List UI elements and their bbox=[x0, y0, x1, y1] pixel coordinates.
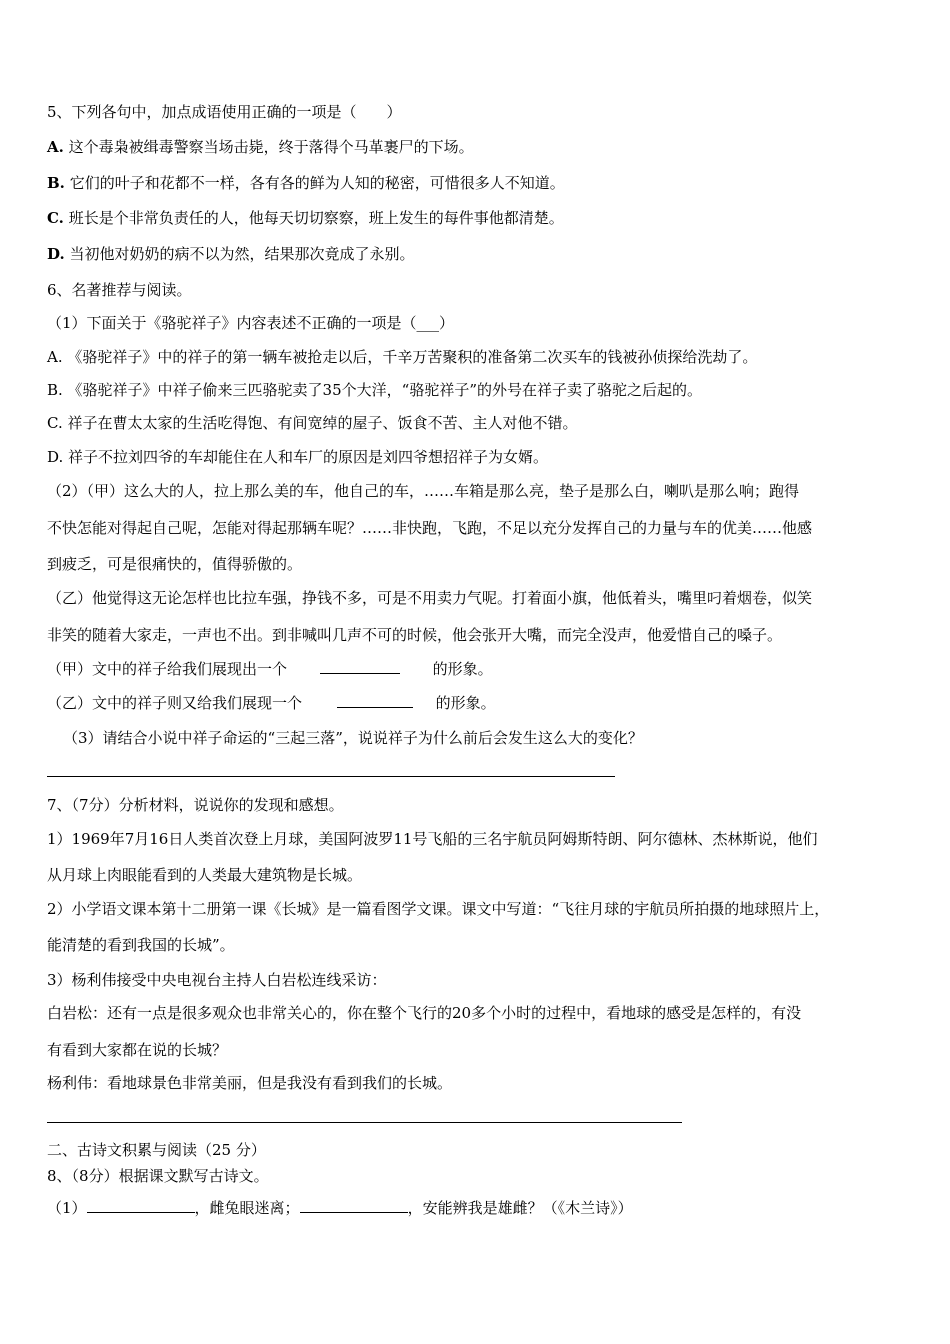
q8-sub1-prefix: （1） bbox=[47, 1199, 87, 1217]
option-text: 当初他对奶奶的病不以为然，结果那次竟成了永别。 bbox=[69, 245, 415, 263]
q5-stem: 5、下列各句中，加点成语使用正确的一项是（ ） bbox=[47, 103, 402, 121]
answer-line-q7[interactable] bbox=[47, 1122, 682, 1123]
answer-blank-jia[interactable] bbox=[320, 659, 400, 674]
q6-option-d: D. 祥子不拉刘四爷的车却能住在人和车厂的原因是刘四爷想招祥子为女婿。 bbox=[47, 448, 549, 466]
option-label: B. bbox=[47, 174, 65, 192]
q7-line-2: 从月球上肉眼能看到的人类最大建筑物是长城。 bbox=[47, 866, 363, 884]
q6-fill-yi bbox=[47, 693, 496, 713]
q6-sub3: （3）请结合小说中祥子命运的“三起三落”，说说祥子为什么前后会发生这么大的变化？ bbox=[63, 729, 643, 747]
q6-sub2-line-5: 非笑的随着大家走，一声也不出。到非喊叫几声不可的时候，他会张开大嘴，而完全没声，他爱惜自己的嗓子。 bbox=[47, 626, 783, 644]
q6-sub2-line-4: （乙）他觉得这无论怎样也比拉车强，挣钱不多，可是不用卖力气呢。打着面小旗，他低着头，嘴里叼着烟卷，似笑 bbox=[47, 589, 813, 607]
option-label: C. bbox=[47, 209, 64, 227]
q7-line-1: 1）1969年7月16日人类首次登上月球，美国阿波罗11号飞船的三名宇航员阿姆斯特朗、阿尔德林、杰林斯说，他们 bbox=[47, 830, 818, 848]
option-label: D. bbox=[47, 245, 65, 263]
option-text: 班长是个非常负责任的人，他每天切切察察，班上发生的每件事他都清楚。 bbox=[68, 209, 564, 227]
q6-sub2-line-3: 到疲乏，可是很痛快的，值得骄傲的。 bbox=[47, 555, 303, 573]
q6-option-c: C. 祥子在曹太太家的生活吃得饱、有间宽绰的屋子、饭食不苦、主人对他不错。 bbox=[47, 414, 578, 432]
q8-sub1-suffix: ，安能辨我是雄雌？（《木兰诗》） bbox=[407, 1199, 633, 1217]
q6-option-b: B. 《骆驼祥子》中祥子偷来三匹骆驼卖了35个大洋，“骆驼祥子”的外号在祥子卖了骆驼之后起的。 bbox=[47, 381, 702, 399]
answer-blank-1[interactable] bbox=[87, 1198, 195, 1213]
q8-sub1 bbox=[47, 1198, 633, 1218]
q7-line-4: 能清楚的看到我国的长城”。 bbox=[47, 936, 235, 954]
fill-prefix: （乙）文中的祥子则又给我们展现一个 bbox=[47, 694, 303, 712]
fill-suffix: 的形象。 bbox=[432, 660, 493, 678]
q6-sub2-line-2: 不快怎能对得起自己呢，怎能对得起那辆车呢？……非快跑，飞跑，不足以充分发挥自己的力量与车的优美……他感 bbox=[47, 519, 813, 537]
option-text: 它们的叶子和花都不一样，各有各的鲜为人知的秘密，可惜很多人不知道。 bbox=[69, 174, 565, 192]
q6-sub1: （1）下面关于《骆驼祥子》内容表述不正确的一项是（___） bbox=[47, 314, 455, 332]
q6-sub2-line-1: （2）（甲）这么大的人，拉上那么美的车，他自己的车，……车箱是那么亮，垫子是那么白，喇叭是那么响；跑得 bbox=[47, 482, 800, 500]
q6-fill-jia bbox=[47, 659, 493, 679]
q5-option-d bbox=[47, 244, 415, 264]
fill-prefix: （甲）文中的祥子给我们展现出一个 bbox=[47, 660, 288, 678]
q7-line-6: 白岩松：还有一点是很多观众也非常关心的，你在整个飞行的20多个小时的过程中，看地球的感受是怎样的，有没 bbox=[47, 1004, 802, 1022]
q5-option-c bbox=[47, 208, 564, 228]
q7-line-3: 2）小学语文课本第十二册第一课《长城》是一篇看图学文课。课文中写道：“飞往月球的宇航员所拍摄的地球照片上， bbox=[47, 900, 830, 918]
option-text: 这个毒枭被缉毒警察当场击毙，终于落得个马革裹尸的下场。 bbox=[68, 138, 474, 156]
fill-suffix: 的形象。 bbox=[435, 694, 496, 712]
q7-line-8: 杨利伟：看地球景色非常美丽，但是我没有看到我们的长城。 bbox=[47, 1074, 453, 1092]
section-2-title: 二、古诗文积累与阅读（25 分） bbox=[47, 1141, 266, 1159]
answer-blank-yi[interactable] bbox=[337, 693, 413, 708]
q7-line-7: 有看到大家都在说的长城？ bbox=[47, 1041, 228, 1059]
q5-option-a bbox=[47, 137, 474, 157]
q7-stem: 7、（7分）分析材料，说说你的发现和感想。 bbox=[47, 796, 344, 814]
answer-blank-2[interactable] bbox=[300, 1198, 408, 1213]
q5-option-b bbox=[47, 173, 565, 193]
q8-stem: 8、（8分）根据课文默写古诗文。 bbox=[47, 1167, 269, 1185]
answer-line-q6[interactable] bbox=[47, 776, 615, 777]
q6-option-a: A. 《骆驼祥子》中的祥子的第一辆车被抢走以后，千辛万苦聚积的准备第二次买车的钱被孙侦探给洗劫了。 bbox=[47, 348, 758, 366]
q7-line-5: 3）杨利伟接受中央电视台主持人白岩松连线采访： bbox=[47, 971, 387, 989]
option-label: A. bbox=[47, 138, 64, 156]
q8-sub1-mid: ，雌兔眼迷离； bbox=[194, 1199, 300, 1217]
q6-stem: 6、名著推荐与阅读。 bbox=[47, 281, 192, 299]
